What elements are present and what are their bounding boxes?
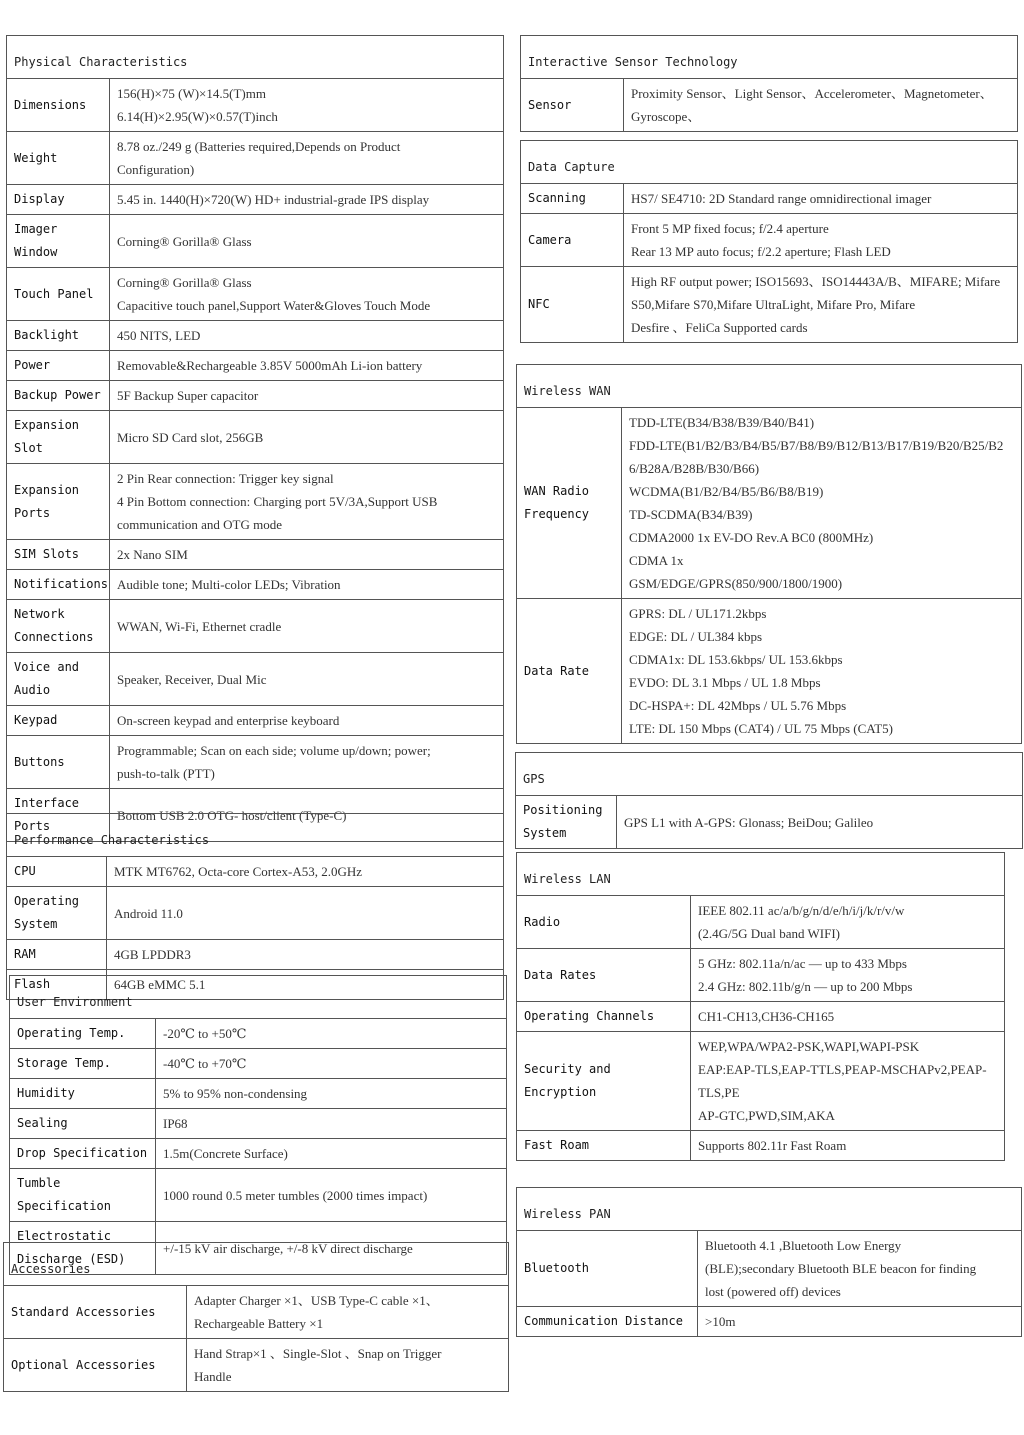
performance-characteristics-table — [6, 813, 504, 1000]
spec-label: Communication Distance — [517, 1307, 698, 1337]
spec-value-line: 2.4 GHz: 802.11b/g/n — up to 200 Mbps — [698, 979, 913, 994]
spec-label: Operating Temp. — [10, 1019, 156, 1049]
spec-value-line: IEEE 802.11 ac/a/b/g/n/d/e/h/i/j/k/r/v/w — [698, 903, 905, 918]
spec-value-line: WCDMA(B1/B2/B4/B5/B6/B8/B19) — [629, 484, 824, 499]
spec-label: Fast Roam — [517, 1131, 691, 1161]
spec-value — [110, 736, 504, 789]
spec-value — [110, 464, 504, 540]
spec-value-line: 4 Pin Bottom connection: Charging port 5V/3A,Support USB — [117, 494, 438, 509]
physical-characteristics-table — [6, 35, 504, 842]
spec-row-touch-panel — [7, 268, 504, 321]
spec-value-line: DC-HSPA+: DL 42Mbps / UL 5.76 Mbps — [629, 698, 847, 713]
spec-value-line: 6/B28A/B28B/B30/B66) — [629, 461, 760, 476]
spec-label: Backlight — [7, 321, 110, 351]
spec-value — [156, 1139, 507, 1169]
spec-value — [110, 600, 504, 653]
section-title: Wireless LAN — [517, 853, 1005, 896]
spec-value — [110, 215, 504, 268]
spec-value — [624, 184, 1018, 214]
spec-value — [698, 1307, 1022, 1337]
spec-value-line: 450 NITS, LED — [117, 328, 201, 343]
section-title: Interactive Sensor Technology — [521, 36, 1018, 79]
spec-value — [622, 408, 1022, 599]
spec-label: Camera — [521, 214, 624, 267]
spec-value-line: -20℃ to +50℃ — [163, 1026, 247, 1041]
spec-label: Bluetooth — [517, 1231, 698, 1307]
spec-label: Backup Power — [7, 381, 110, 411]
section-title-row — [516, 753, 1023, 796]
spec-value — [698, 1231, 1022, 1307]
section-title-row — [4, 1243, 509, 1286]
section-title-row — [517, 365, 1022, 408]
spec-value-line: MTK MT6762, Octa-core Cortex-A53, 2.0GHz — [114, 864, 363, 879]
spec-row-bluetooth — [517, 1231, 1022, 1307]
spec-row-fast-roam — [517, 1131, 1005, 1161]
spec-row-notifications — [7, 570, 504, 600]
spec-value-line: Bottom USB 2.0 OTG- host/client (Type-C) — [117, 807, 347, 823]
spec-row-security-and-encryption — [517, 1032, 1005, 1131]
spec-label: Positioning System — [516, 796, 617, 849]
spec-label: RAM — [7, 940, 107, 970]
spec-label: Keypad — [7, 706, 110, 736]
spec-label: WAN Radio Frequency — [517, 408, 622, 599]
spec-value — [110, 351, 504, 381]
spec-value-line: 156(H)×75 (W)×14.5(T)mm — [117, 86, 266, 101]
spec-value-line: HS7/ SE4710: 2D Standard range omnidirectional imager — [631, 191, 932, 206]
section-title-row — [10, 976, 507, 1019]
spec-label: Standard Accessories — [4, 1286, 187, 1339]
spec-label: Flash — [7, 970, 107, 1000]
user-environment-table — [9, 975, 507, 1275]
spec-value-line: High RF output power; ISO15693、ISO14443A/B、MIFARE; Mifare — [631, 274, 1001, 289]
section-title-row — [7, 814, 504, 857]
spec-row-operating-system — [7, 887, 504, 940]
spec-value-line: 5.45 in. 1440(H)×720(W) HD+ industrial-grade IPS display — [117, 192, 430, 207]
spec-value-line: CDMA 1x — [629, 553, 684, 568]
spec-value-line: Capacitive touch panel,Support Water&Gloves Touch Mode — [117, 298, 431, 313]
spec-value-line: LTE: DL 150 Mbps (CAT4) / UL 75 Mbps (CAT5) — [629, 721, 893, 736]
spec-value-line: >10m — [705, 1314, 736, 1329]
spec-row-backlight — [7, 321, 504, 351]
spec-value-line: Removable&Rechargeable 3.85V 5000mAh Li-ion battery — [117, 358, 423, 373]
spec-label: Network Connections — [7, 600, 110, 653]
section-title: User Environment — [10, 976, 507, 1019]
spec-value-line: 8.78 oz./249 g (Batteries required,Depends on Product — [117, 139, 401, 154]
spec-value-line: WEP,WPA/WPA2-PSK,WAPI,WAPI-PSK — [698, 1039, 920, 1054]
spec-label: Drop Specification — [10, 1139, 156, 1169]
spec-value — [624, 79, 1018, 132]
spec-value — [156, 1169, 507, 1222]
spec-row-imager-window — [7, 215, 504, 268]
spec-label: NFC — [521, 267, 624, 343]
spec-value — [624, 267, 1018, 343]
spec-value — [187, 1339, 509, 1392]
spec-value-line: (BLE);secondary Bluetooth BLE beacon for finding — [705, 1261, 977, 1276]
spec-row-cpu — [7, 857, 504, 887]
spec-label: Optional Accessories — [4, 1339, 187, 1392]
spec-value — [110, 411, 504, 464]
spec-row-data-rates — [517, 949, 1005, 1002]
spec-value-line: -40℃ to +70℃ — [163, 1056, 247, 1071]
section-title-row — [517, 853, 1005, 896]
spec-value-line: IP68 — [163, 1116, 188, 1131]
spec-value — [107, 940, 504, 970]
spec-row-scanning — [521, 184, 1018, 214]
spec-row-sensor — [521, 79, 1018, 132]
section-title: Accessories — [4, 1243, 509, 1286]
spec-value-line: 5F Backup Super capacitor — [117, 388, 259, 403]
spec-label: CPU — [7, 857, 107, 887]
spec-row-storage-temp — [10, 1049, 507, 1079]
spec-value — [107, 887, 504, 940]
spec-row-weight — [7, 132, 504, 185]
section-title: Wireless WAN — [517, 365, 1022, 408]
spec-value-line: CH1-CH13,CH36-CH165 — [698, 1009, 835, 1024]
section-title: GPS — [516, 753, 1023, 796]
spec-value-line: Rear 13 MP auto focus; f/2.2 aperture; Flash LED — [631, 244, 891, 259]
spec-value-line: On-screen keypad and enterprise keyboard — [117, 713, 340, 728]
spec-value — [617, 796, 1023, 849]
spec-value — [691, 1131, 1005, 1161]
spec-value-line: EVDO: DL 3.1 Mbps / UL 1.8 Mbps — [629, 675, 821, 690]
spec-value-line: 5 GHz: 802.11a/n/ac — up to 433 Mbps — [698, 956, 907, 971]
section-title-row — [517, 1188, 1022, 1231]
spec-value-line: CDMA2000 1x EV-DO Rev.A BC0 (800MHz) — [629, 530, 874, 545]
spec-row-radio — [517, 896, 1005, 949]
spec-row-operating-channels — [517, 1002, 1005, 1032]
spec-value-line: Corning® Gorilla® Glass — [117, 275, 252, 290]
spec-value-line: 5% to 95% non-condensing — [163, 1086, 308, 1101]
spec-value-line: 2x Nano SIM — [117, 547, 188, 562]
spec-value-line: TD-SCDMA(B34/B39) — [629, 507, 753, 522]
spec-label: SIM Slots — [7, 540, 110, 570]
spec-value-line: Gyroscope、 — [631, 109, 701, 124]
spec-value-line: 64GB eMMC 5.1 — [114, 977, 206, 992]
spec-value — [110, 79, 504, 132]
spec-value-line: Corning® Gorilla® Glass — [117, 233, 252, 249]
spec-value — [691, 949, 1005, 1002]
section-title: Performance Characteristics — [7, 814, 504, 857]
spec-row-backup-power — [7, 381, 504, 411]
spec-value-line: FDD-LTE(B1/B2/B3/B4/B5/B7/B8/B9/B12/B13/B17/B19/B20/B25/B2 — [629, 438, 1004, 453]
interactive-sensor-table — [520, 35, 1018, 132]
spec-value-line: Desfire 、FeliCa Supported cards — [631, 320, 808, 335]
spec-label: Imager Window — [7, 215, 110, 268]
spec-row-sealing — [10, 1109, 507, 1139]
spec-value-line: TDD-LTE(B34/B38/B39/B40/B41) — [629, 415, 815, 430]
spec-value-line: GSM/EDGE/GPRS(850/900/1800/1900) — [629, 576, 843, 591]
spec-row-tumble-specification — [10, 1169, 507, 1222]
spec-label: Tumble Specification — [10, 1169, 156, 1222]
spec-value — [156, 1049, 507, 1079]
spec-value — [691, 1032, 1005, 1131]
spec-value — [691, 1002, 1005, 1032]
spec-label: Operating Channels — [517, 1002, 691, 1032]
spec-row-drop-specification — [10, 1139, 507, 1169]
spec-value — [110, 706, 504, 736]
spec-value-line: Handle — [194, 1369, 232, 1384]
spec-row-expansion-slot — [7, 411, 504, 464]
spec-row-nfc — [521, 267, 1018, 343]
section-title-row — [521, 36, 1018, 79]
section-title-row — [521, 141, 1018, 184]
spec-value — [110, 540, 504, 570]
spec-row-communication-distance — [517, 1307, 1022, 1337]
spec-row-optional-accessories — [4, 1339, 509, 1392]
spec-value — [156, 1109, 507, 1139]
spec-value — [110, 321, 504, 351]
spec-label: Security and Encryption — [517, 1032, 691, 1131]
spec-value — [110, 185, 504, 215]
spec-row-ram — [7, 940, 504, 970]
spec-value — [156, 1019, 507, 1049]
gps-table — [515, 752, 1023, 849]
wireless-pan-table — [516, 1187, 1022, 1337]
spec-row-voice-and-audio — [7, 653, 504, 706]
spec-value — [107, 857, 504, 887]
spec-value-line: Front 5 MP fixed focus; f/2.4 aperture — [631, 221, 829, 236]
spec-label: Power — [7, 351, 110, 381]
spec-value-line: Proximity Sensor、Light Sensor、Accelerometer、Magnetometer、 — [631, 86, 993, 101]
spec-row-keypad — [7, 706, 504, 736]
data-capture-table — [520, 140, 1018, 343]
spec-value — [624, 214, 1018, 267]
spec-value — [110, 381, 504, 411]
spec-label: Touch Panel — [7, 268, 110, 321]
spec-label: Expansion Ports — [7, 464, 110, 540]
spec-value — [622, 599, 1022, 744]
spec-value-line: 4GB LPDDR3 — [114, 947, 191, 962]
spec-value — [110, 268, 504, 321]
spec-value — [110, 132, 504, 185]
spec-label: Sealing — [10, 1109, 156, 1139]
spec-value-line: S50,Mifare S70,Mifare UltraLight, Mifare Pro, Mifare — [631, 297, 916, 312]
spec-value-line: 2 Pin Rear connection: Trigger key signal — [117, 471, 334, 486]
spec-value-line: AP-GTC,PWD,SIM,AKA — [698, 1108, 835, 1123]
spec-value — [691, 896, 1005, 949]
wireless-wan-table — [516, 364, 1022, 744]
spec-value-line: CDMA1x: DL 153.6kbps/ UL 153.6kbps — [629, 652, 843, 667]
wireless-lan-table — [516, 852, 1005, 1161]
section-title: Data Capture — [521, 141, 1018, 184]
spec-label: Expansion Slot — [7, 411, 110, 464]
spec-value — [187, 1286, 509, 1339]
spec-value-line: 1.5m(Concrete Surface) — [163, 1146, 288, 1161]
spec-value-line: Rechargeable Battery ×1 — [194, 1316, 324, 1331]
spec-label: Storage Temp. — [10, 1049, 156, 1079]
spec-value — [110, 570, 504, 600]
spec-label: Sensor — [521, 79, 624, 132]
spec-value-line: WWAN, Wi-Fi, Ethernet cradle — [117, 618, 282, 634]
spec-label: Weight — [7, 132, 110, 185]
spec-row-expansion-ports — [7, 464, 504, 540]
spec-value-line: Android 11.0 — [114, 905, 183, 921]
spec-row-display — [7, 185, 504, 215]
spec-row-operating-temp — [10, 1019, 507, 1049]
spec-value-line: Programmable; Scan on each side; volume up/down; power; — [117, 743, 431, 758]
section-title: Wireless PAN — [517, 1188, 1022, 1231]
spec-label: Humidity — [10, 1079, 156, 1109]
spec-row-wan-radio-frequency — [517, 408, 1022, 599]
spec-row-standard-accessories — [4, 1286, 509, 1339]
spec-value-line: GPS L1 with A-GPS: Glonass; BeiDou; Galileo — [624, 814, 874, 830]
spec-value — [156, 1079, 507, 1109]
spec-label: Radio — [517, 896, 691, 949]
spec-value-line: Speaker, Receiver, Dual Mic — [117, 671, 267, 687]
spec-row-positioning-system — [516, 796, 1023, 849]
spec-value-line: GPRS: DL / UL171.2kbps — [629, 606, 767, 621]
spec-value — [110, 653, 504, 706]
spec-label: Buttons — [7, 736, 110, 789]
spec-label: Electrostatic Discharge (ESD) — [10, 1222, 156, 1275]
spec-value-line: Adapter Charger ×1、USB Type-C cable ×1、 — [194, 1293, 439, 1308]
spec-label: Data Rates — [517, 949, 691, 1002]
spec-row-dimensions — [7, 79, 504, 132]
spec-label: Data Rate — [517, 599, 622, 744]
spec-row-humidity — [10, 1079, 507, 1109]
spec-value-line: communication and OTG mode — [117, 517, 282, 532]
spec-value-line: +/-15 kV air discharge, +/-8 kV direct discharge — [163, 1240, 413, 1256]
spec-value-line: 1000 round 0.5 meter tumbles (2000 times impact) — [163, 1187, 428, 1203]
spec-row-power — [7, 351, 504, 381]
spec-value-line: lost (powered off) devices — [705, 1284, 841, 1299]
spec-value-line: EAP:EAP-TLS,EAP-TTLS,PEAP-MSCHAPv2,PEAP-TLS,PE — [698, 1062, 987, 1100]
spec-value-line: push-to-talk (PTT) — [117, 766, 215, 781]
spec-value-line: Supports 802.11r Fast Roam — [698, 1138, 847, 1153]
spec-value-line: Audible tone; Multi-color LEDs; Vibration — [117, 577, 341, 592]
spec-value-line: (2.4G/5G Dual band WIFI) — [698, 926, 841, 941]
spec-row-data-rate — [517, 599, 1022, 744]
spec-row-camera — [521, 214, 1018, 267]
spec-value-line: Bluetooth 4.1 ,Bluetooth Low Energy — [705, 1238, 902, 1253]
spec-label: Voice and Audio — [7, 653, 110, 706]
spec-value-line: Hand Strap×1 、Single-Slot 、Snap on Trigger — [194, 1346, 442, 1361]
spec-row-sim-slots — [7, 540, 504, 570]
spec-row-buttons — [7, 736, 504, 789]
accessories-table — [3, 1242, 509, 1392]
spec-value-line: EDGE: DL / UL384 kbps — [629, 629, 763, 644]
spec-value-line: Configuration) — [117, 162, 195, 177]
spec-label: Notifications — [7, 570, 110, 600]
section-title-row — [7, 36, 504, 79]
spec-row-network-connections — [7, 600, 504, 653]
spec-label: Dimensions — [7, 79, 110, 132]
spec-label: Interface Ports — [7, 789, 110, 842]
spec-label: Display — [7, 185, 110, 215]
spec-label: Operating System — [7, 887, 107, 940]
spec-value-line: Micro SD Card slot, 256GB — [117, 429, 264, 445]
section-title: Physical Characteristics — [7, 36, 504, 79]
spec-label: Scanning — [521, 184, 624, 214]
spec-value-line: 6.14(H)×2.95(W)×0.57(T)inch — [117, 109, 278, 124]
